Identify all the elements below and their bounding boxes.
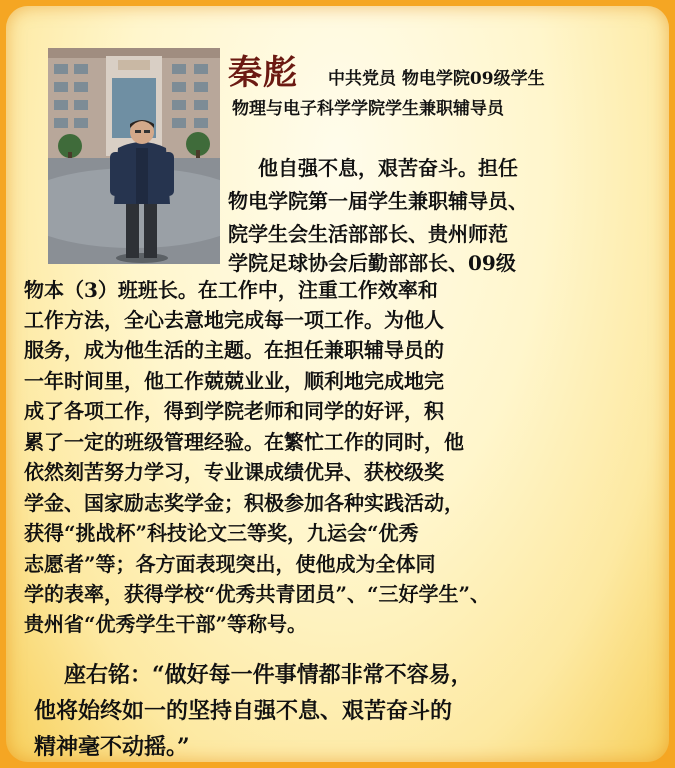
motto-line: 他将始终如一的坚持自强不息、艰苦奋斗的 bbox=[34, 698, 453, 724]
body-line: 他自强不息，艰苦奋斗。担任 bbox=[258, 156, 518, 180]
person-name: 秦彪 bbox=[228, 53, 298, 93]
body-line: 一年时间里，他工作兢兢业业，顺利地完成地完 bbox=[24, 369, 444, 393]
body-line: 院学生会生活部部长、贵州师范 bbox=[228, 222, 508, 246]
body-line: 依然刻苦努力学习，专业课成绩优异、获校级奖 bbox=[24, 460, 444, 484]
motto-line: 座右铭：“做好每一件事情都非常不容易， bbox=[64, 662, 473, 688]
counselor-title: 物理与电子科学学院学生兼职辅导员 bbox=[232, 99, 504, 119]
body-line: 物电学院第一届学生兼职辅导员、 bbox=[228, 189, 528, 213]
body-line: 志愿者”等；各方面表现突出，使他成为全体同 bbox=[24, 552, 436, 576]
profile-card bbox=[6, 6, 669, 762]
body-line: 累了一定的班级管理经验。在繁忙工作的同时，他 bbox=[24, 430, 464, 454]
body-line: 学的表率，获得学校“优秀共青团员”、“三好学生”、 bbox=[24, 582, 491, 606]
body-line: 物本（3）班班长。在工作中，注重工作效率和 bbox=[24, 278, 438, 302]
body-line: 获得“挑战杯”科技论文三等奖，九运会“优秀 bbox=[24, 521, 419, 545]
body-line: 贵州省“优秀学生干部”等称号。 bbox=[24, 612, 308, 636]
body-line: 学金、国家励志奖学金；积极参加各种实践活动， bbox=[24, 491, 464, 515]
portrait-photo bbox=[48, 48, 220, 264]
body-line: 成了各项工作，得到学院老师和同学的好评，积 bbox=[24, 399, 444, 423]
motto-line: 精神毫不动摇。” bbox=[34, 734, 190, 760]
motto-block bbox=[34, 657, 654, 762]
body-line: 工作方法，全心去意地完成每一项工作。为他人 bbox=[24, 308, 444, 332]
party-and-class-info: 中共党员 物电学院09级学生 bbox=[328, 69, 545, 89]
body-line: 服务，成为他生活的主题。在担任兼职辅导员的 bbox=[24, 338, 444, 362]
body-line: 学院足球协会后勤部部长、09级 bbox=[228, 251, 516, 275]
